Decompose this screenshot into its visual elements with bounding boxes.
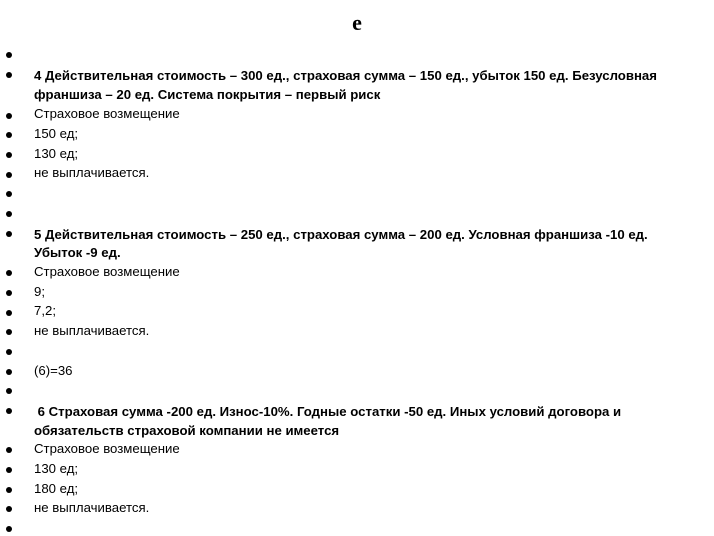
question-5-line-2: Убыток -9 ед. <box>34 245 121 260</box>
answer-heading: Страховое возмещение <box>34 264 180 279</box>
answer-option: не выплачивается. <box>34 165 150 180</box>
bullet-icon <box>6 487 12 493</box>
bullet-icon <box>6 231 12 237</box>
answer-option: 9; <box>34 284 45 299</box>
bullet-icon <box>6 191 12 197</box>
answer-option: 180 ед; <box>34 481 79 496</box>
question-5-line-1: 5 Действительная стоимость – 250 ед., страховая сумма – 200 ед. Условная франшиза -10 ед. <box>34 227 648 242</box>
bullet-icon <box>6 447 12 453</box>
bullet-icon <box>6 132 12 138</box>
bullet-icon <box>6 349 12 355</box>
answer-option: не выплачивается. <box>34 500 150 515</box>
answer-option: 130 ед; <box>34 461 79 476</box>
bullet-icon <box>6 369 12 375</box>
answer-heading: Страховое возмещение <box>34 441 180 456</box>
answer-heading: Страховое возмещение <box>34 106 180 121</box>
bullet-icon <box>6 526 12 532</box>
bullet-icon <box>6 52 12 58</box>
page-title: е <box>352 10 362 35</box>
bullet-icon <box>6 388 12 394</box>
bullet-icon <box>6 172 12 178</box>
bullet-icon <box>6 270 12 276</box>
formula-text: (6)=36 <box>34 363 73 378</box>
answer-option: 7,2; <box>34 303 56 318</box>
answer-option: 130 ед; <box>34 146 79 161</box>
question-6-line-2: обязательств страховой компании не имеется <box>34 423 340 438</box>
answer-option: 150 ед; <box>34 126 79 141</box>
answer-option: не выплачивается. <box>34 323 150 338</box>
bullet-icon <box>6 290 12 296</box>
bullet-icon <box>6 152 12 158</box>
question-4-line-1: 4 Действительная стоимость – 300 ед., страховая сумма – 150 ед., убыток 150 ед. Безусловная <box>34 68 657 83</box>
question-6-line-1: 6 Страховая сумма -200 ед. Износ-10%. Годные остатки -50 ед. Иных условий договора и <box>34 404 622 419</box>
bullet-icon <box>6 72 12 78</box>
bullet-icon <box>6 506 12 512</box>
bullet-icon <box>6 467 12 473</box>
bullet-icon <box>6 113 12 119</box>
bullet-icon <box>6 329 12 335</box>
question-4-line-2: франшиза – 20 ед. Система покрытия – первый риск <box>34 87 381 102</box>
bullet-icon <box>6 211 12 217</box>
bullet-icon <box>6 310 12 316</box>
bullet-icon <box>6 408 12 414</box>
